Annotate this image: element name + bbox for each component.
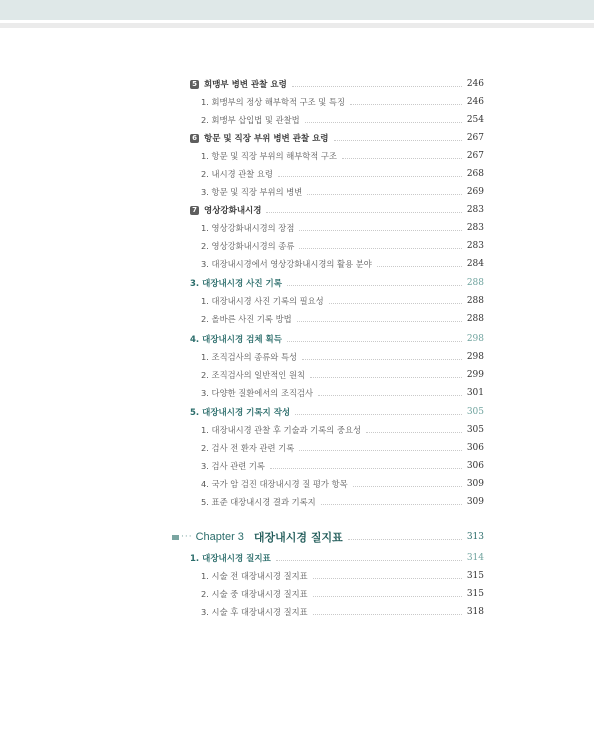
toc-entry[interactable] (201, 386, 484, 400)
toc-page-number: 301 (466, 388, 484, 398)
toc-entry-section-5[interactable] (190, 77, 484, 91)
toc-chapter-3[interactable] (172, 529, 484, 545)
toc-entry[interactable] (201, 423, 484, 437)
toc-page-number: 254 (466, 115, 484, 125)
chapter-title: 대장내시경 질지표 (253, 531, 343, 544)
toc-entry-title: 영상강화내시경 (204, 206, 262, 216)
leader-dots (334, 140, 462, 141)
toc-heading-3[interactable] (190, 276, 484, 290)
leader-dots (377, 266, 462, 267)
toc-heading-ch3-1[interactable] (190, 551, 484, 565)
leader-dots (295, 414, 462, 415)
toc-entry[interactable] (201, 294, 484, 308)
toc-page-number: 283 (466, 223, 484, 233)
toc-page-number: 315 (466, 589, 484, 599)
toc-page-number: 318 (466, 607, 484, 617)
toc-entry-title: 1. 항문 및 직장 부위의 해부학적 구조 (201, 151, 337, 161)
toc-entry[interactable] (201, 350, 484, 364)
toc-page-number: 299 (466, 370, 484, 380)
toc-page-number: 284 (466, 259, 484, 269)
leader-dots (276, 560, 462, 561)
toc-entry[interactable] (201, 185, 484, 199)
leader-dots (305, 122, 462, 123)
toc-page-number: 288 (466, 314, 484, 324)
leader-dots (299, 450, 462, 451)
leader-dots (313, 614, 462, 615)
toc-page-number: 268 (466, 169, 484, 179)
leader-dots (310, 377, 462, 378)
toc-entry-title: 2. 영상강화내시경의 종류 (201, 241, 295, 251)
leader-dots (353, 486, 462, 487)
toc-entry-title: 1. 시술 전 대장내시경 질지표 (201, 571, 308, 581)
toc-entry[interactable] (201, 495, 484, 509)
chapter-marker-dots: ··· (181, 532, 193, 542)
leader-dots (292, 86, 462, 87)
leader-dots (278, 176, 462, 177)
toc-entry-title: 1. 회맹부의 정상 해부학적 구조 및 특징 (201, 97, 345, 107)
toc-page-number: 288 (466, 296, 484, 306)
toc-entry[interactable] (201, 95, 484, 109)
leader-dots (342, 158, 462, 159)
chapter-marker-icon (172, 535, 179, 540)
toc-entry-title: 2. 회맹부 삽입법 및 관찰법 (201, 115, 300, 125)
toc-entry-title: 3. 검사 관련 기록 (201, 461, 265, 471)
toc-entry-title: 항문 및 직장 부위 병변 관찰 요령 (204, 134, 329, 144)
toc-heading-5[interactable] (190, 405, 484, 419)
section-number-badge: 5 (190, 80, 199, 89)
toc-entry-title: 3. 다양한 질환에서의 조직검사 (201, 388, 314, 398)
toc-entry-section-7[interactable] (190, 203, 484, 217)
toc-page-number: 305 (466, 407, 484, 417)
toc-page-number: 305 (466, 425, 484, 435)
toc-page-number: 309 (466, 497, 484, 507)
leader-dots (350, 104, 462, 105)
toc-entry-title: 2. 올바른 사진 기록 방법 (201, 314, 292, 324)
toc-entry[interactable] (201, 368, 484, 382)
toc-heading-title: 4. 대장내시경 검체 획득 (190, 335, 282, 345)
leader-dots (299, 248, 461, 249)
leader-dots (318, 395, 462, 396)
leader-dots (307, 194, 462, 195)
toc-page-number: 283 (466, 205, 484, 215)
toc-heading-title: 3. 대장내시경 사진 기록 (190, 279, 282, 289)
toc-entry[interactable] (201, 605, 484, 619)
toc-page-number: 267 (466, 151, 484, 161)
toc-entry[interactable] (201, 587, 484, 601)
toc-page-number: 315 (466, 571, 484, 581)
toc-entry-title: 회맹부 병변 관찰 요령 (204, 80, 287, 90)
chapter-number: Chapter 3 (195, 531, 244, 543)
leader-dots (287, 341, 462, 342)
leader-dots (313, 578, 462, 579)
leader-dots (270, 468, 462, 469)
section-number-badge: 6 (190, 134, 199, 143)
toc-entry-title: 2. 내시경 관찰 요령 (201, 169, 273, 179)
leader-dots (329, 303, 462, 304)
toc-entry[interactable] (201, 113, 484, 127)
toc-entry[interactable] (201, 149, 484, 163)
toc-heading-4[interactable] (190, 332, 484, 346)
toc-entry-title: 3. 시술 후 대장내시경 질지표 (201, 607, 308, 617)
toc-page-number: 298 (466, 334, 484, 344)
toc-page-number: 246 (466, 97, 484, 107)
toc-entry-title: 2. 시술 중 대장내시경 질지표 (201, 589, 308, 599)
toc-entry-title: 2. 검사 전 환자 관련 기록 (201, 443, 295, 453)
toc-entry-title: 1. 조직검사의 종류와 특성 (201, 352, 297, 362)
toc-page-number: 306 (466, 461, 484, 471)
leader-dots (302, 359, 462, 360)
toc-entry[interactable] (201, 441, 484, 455)
toc-entry-title: 5. 표준 대장내시경 결과 기록지 (201, 497, 316, 507)
toc-entry-title: 3. 항문 및 직장 부위의 병변 (201, 187, 303, 197)
toc-entry[interactable] (201, 257, 484, 271)
top-divider (0, 23, 594, 28)
leader-dots (321, 504, 462, 505)
toc-entry[interactable] (201, 312, 484, 326)
toc-page-number: 269 (466, 187, 484, 197)
toc-entry-title: 2. 조직검사의 일반적인 원칙 (201, 370, 305, 380)
toc-page-number: 298 (466, 352, 484, 362)
toc-entry-title: 3. 대장내시경에서 영상강화내시경의 활용 분야 (201, 259, 372, 269)
leader-dots (366, 432, 462, 433)
toc-page-number: 246 (466, 79, 484, 89)
toc-entry[interactable] (201, 221, 484, 235)
section-number-badge: 7 (190, 206, 199, 215)
leader-dots (348, 539, 462, 540)
toc-entry[interactable] (201, 477, 484, 491)
leader-dots (266, 212, 461, 213)
toc-entry-section-6[interactable] (190, 131, 484, 145)
toc-page-number: 306 (466, 443, 484, 453)
toc-entry-title: 1. 대장내시경 사진 기록의 필요성 (201, 296, 324, 306)
toc-entry[interactable] (201, 569, 484, 583)
toc-page-number: 283 (466, 241, 484, 251)
top-header-band (0, 0, 594, 20)
toc-entry-title: 4. 국가 암 검진 대장내시경 질 평가 항목 (201, 479, 348, 489)
leader-dots (299, 230, 461, 231)
toc-entry-title: 1. 영상강화내시경의 장점 (201, 223, 295, 233)
toc-page-number: 267 (466, 133, 484, 143)
toc-page-number: 288 (466, 278, 484, 288)
toc-page-number: 313 (466, 532, 484, 542)
toc-entry-title: 1. 대장내시경 관찰 후 기술과 기록의 중요성 (201, 425, 361, 435)
toc-entry[interactable] (201, 459, 484, 473)
toc-entry[interactable] (201, 239, 484, 253)
toc-heading-title: 1. 대장내시경 질지표 (190, 554, 271, 564)
toc-page-number: 309 (466, 479, 484, 489)
toc-page-number: 314 (466, 553, 484, 563)
leader-dots (313, 596, 462, 597)
leader-dots (297, 321, 462, 322)
toc-entry[interactable] (201, 167, 484, 181)
leader-dots (287, 285, 462, 286)
toc-heading-title: 5. 대장내시경 기록지 작성 (190, 408, 291, 418)
